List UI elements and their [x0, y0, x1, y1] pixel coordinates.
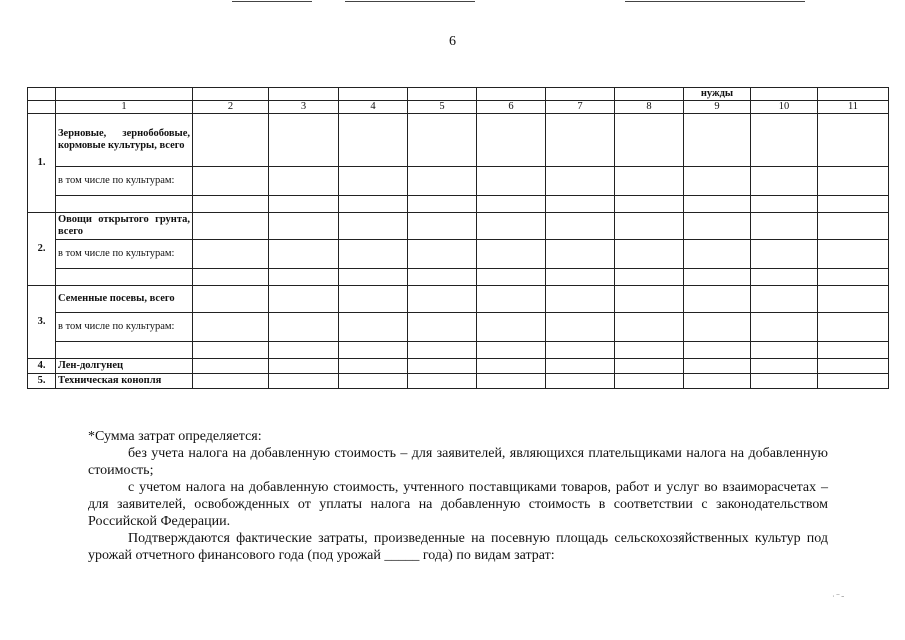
footnote-paragraph: без учета налога на добавленную стоимость – для заявителей, являющихся плательщиками налога на добавленную стоимость; [88, 446, 828, 478]
table-row [28, 374, 889, 389]
table-row [28, 240, 889, 269]
top-edge-marks [0, 0, 905, 6]
row-number: 4. [28, 359, 56, 374]
column-number: 6 [477, 101, 546, 114]
confirmation-paragraph: Подтверждаются фактические затраты, произведенные на посевную площадь сельскохозяйственных культур под урожай отчетного финансового года (под урожай _____ года) по видам затрат: [88, 531, 828, 563]
table-row [28, 213, 889, 240]
subcategory-label: в том числе по культурам: [56, 313, 193, 342]
column-number: 8 [615, 101, 684, 114]
column-number: 3 [269, 101, 339, 114]
footnote-paragraph: с учетом налога на добавленную стоимость, учтенного поставщиками товаров, работ и услуг во взаиморасчетах – для заявителей, освобожденных от уплаты налога на добавленную стоимость в соответствии с законодательством Российской Федерации. [88, 480, 828, 529]
needs-header: нужды [684, 88, 751, 101]
table-row [28, 359, 889, 374]
column-number: 9 [684, 101, 751, 114]
crop-category: Техническая конопля [56, 374, 193, 389]
subcategory-label: в том числе по культурам: [56, 167, 193, 196]
row-number: 2. [28, 213, 56, 286]
column-number-row [28, 101, 889, 114]
crop-category: Семенные посевы, всего [56, 286, 193, 313]
column-number: 7 [546, 101, 615, 114]
column-number: 5 [408, 101, 477, 114]
row-number: 1. [28, 114, 56, 213]
column-number: 2 [193, 101, 269, 114]
subcategory-label: в том числе по культурам: [56, 240, 193, 269]
column-number: 10 [751, 101, 818, 114]
row-number: 3. [28, 286, 56, 359]
column-number: 11 [818, 101, 889, 114]
crop-category: Овощи открытого грунта, всего [56, 213, 193, 240]
table-header-row [28, 88, 889, 101]
footnote-block [88, 428, 828, 564]
table-row [28, 167, 889, 196]
crop-category: Зерновые, зернобобовые, кормовые культуры, всего [56, 114, 193, 167]
table-row [28, 342, 889, 359]
column-number: 4 [339, 101, 408, 114]
row-number: 5. [28, 374, 56, 389]
page-number: 6 [449, 34, 456, 49]
costs-table [27, 87, 889, 389]
table-row [28, 269, 889, 286]
footnote-title: *Сумма затрат определяется: [88, 429, 262, 444]
table-row [28, 114, 889, 167]
crop-category: Лен-долгунец [56, 359, 193, 374]
table-row [28, 313, 889, 342]
table-row [28, 196, 889, 213]
scan-marks: ˙ ‾ ˉ [832, 594, 844, 603]
column-number: 1 [56, 101, 193, 114]
table-row [28, 286, 889, 313]
